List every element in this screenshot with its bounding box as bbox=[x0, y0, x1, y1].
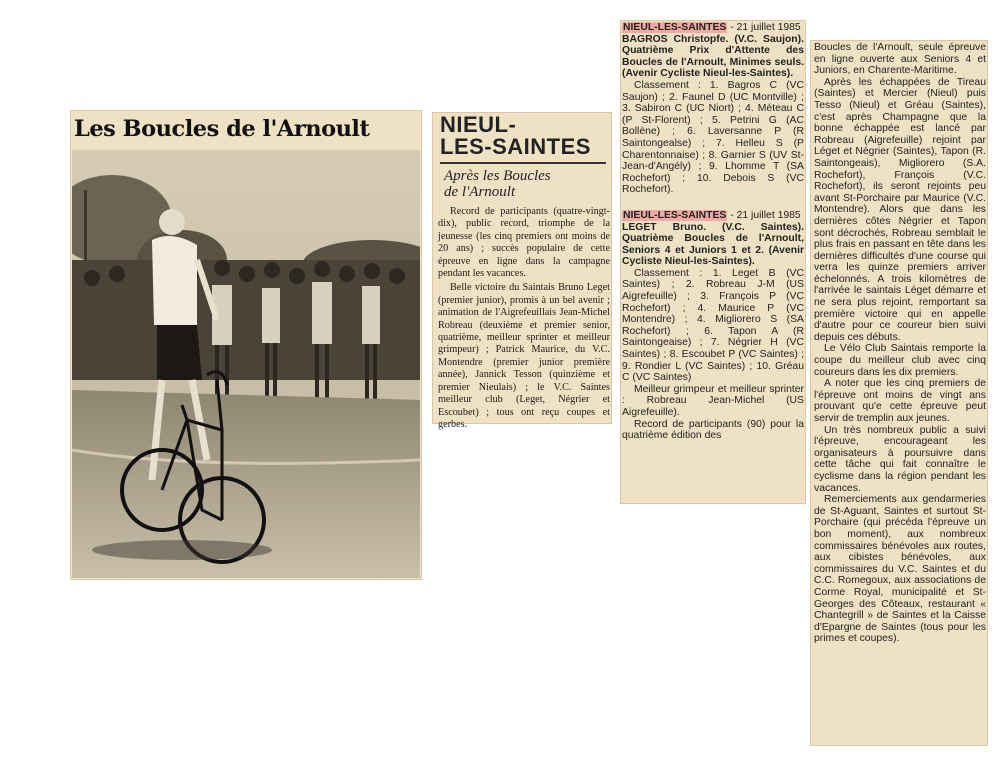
results-dateline-1 bbox=[622, 22, 804, 34]
results-dateline-2 bbox=[622, 210, 804, 222]
dateline-date: - 21 juillet 1985 bbox=[727, 22, 801, 33]
report-column bbox=[814, 42, 986, 645]
report-paragraph: Boucles de l'Arnoult, seule épreuve en ligne ouverte aux Seniors 4 et Juniors, en Charente-Maritime. bbox=[814, 42, 986, 77]
results-headline-2: LEGET Bruno. (V.C. Saintes). Quatrième Boucles de l'Arnoult, Seniors 4 et Juniors 1 et 2. (Avenir Cycliste Nieul-les-Saintes). bbox=[622, 221, 804, 268]
article-subhead bbox=[444, 168, 604, 200]
photo-clipping bbox=[70, 110, 422, 580]
dateline-date: - 21 juillet 1985 bbox=[727, 209, 801, 221]
results-sprinter: Meilleur grimpeur et meilleur sprinter : Robreau Jean-Michel (US Aigrefeuille). bbox=[622, 383, 804, 418]
results-column bbox=[622, 22, 804, 442]
results-ranking-1: Classement : 1. Bagros C (VC Saujon) ; 2. Faunel D (UC Montville) ; 3. Sabiron C (UC Niort) ; 4. Méteau C (P St-Florent) ; 5. Petrini G (AC Bollène) ; 6. Laversanne P (R Saintongealse) ; 7. Helleu S (P Charentonnaise) ; 8. Garnier S (UV St-Jean-d'Angély) ; 9. Lhomme T (SA Rochefort) ; 10. Debois S (VC Rochefort). bbox=[622, 79, 804, 196]
masthead-line1: NIEUL- bbox=[440, 112, 517, 137]
results-headline-1: BAGROS Christopfe. (V.C. Saujon). Quatrième Prix d'Attente des Boucles de l'Arnoult, Minimes seuls. (Avenir Cycliste Nieul-les-Saintes). bbox=[622, 33, 804, 80]
masthead-line2: LES-SAINTES bbox=[440, 134, 591, 159]
subhead-line1: Après les Boucles bbox=[444, 168, 551, 184]
article-masthead bbox=[440, 114, 606, 164]
town-highlight: NIEUL-LES-SAINTES bbox=[623, 209, 727, 221]
article-paragraph: Belle victoire du Saintais Bruno Leget (premier junior), promis à un bel avenir ; animation de l'Aigrefeuillais Jean-Michel Robreau (deuxième et premier senior, quatrième, meilleur sprinter et meilleur grimpeur) ; Patrick Maurice, du V.C. Montendre (premier junior première année), Jannick Tesson (quinzième et premier Nieulais) ; le V.C. Saintes meilleur club (Leget, Négrier et Escoubet) ; tous ont reçu coupes et gerbes. bbox=[438, 282, 610, 430]
report-paragraph: Remerciements aux gendarmeries de St-Aguant, Saintes et surtout St-Porchaire (qui précéda l'épreuve un bon moment), aux nombreux commissaires bénévoles aux routes, aux cibistes bénévoles, aux commissaires du V.C. Saintes et du C.C. Romegoux, aux associations de Corme Royal, municipalité et St-Georges des Côteaux, restaurant « Chantegrill » de Saintes et la Caisse d'Epargne de Saintes (tous pour les primes et coupes). bbox=[814, 494, 986, 645]
report-paragraph: Après les échappées de Tireau (Saintes) et Mercier (Nieul) puis Tesso (Nieul) et Gréau (Saintes), c'est après Champagne que la bonne échappée est lancé par Robreau (Aigrefeuille) rejoint par Léget et Négrier (Saintes), Tapon (R. Saintongeais), Migliorero (S.A. Rochefort), François (V.C. Rochefort), ils seront rejoints peu avant St-Porchaire par Maurice (V.C. Montendre). Alors que dans les dernières côtes Négrier et Tapon sont décrochés, Robreau semblait le plus frais en passant en tête dans les dernières difficultés d'une course qui verra les quinze premiers arriver échelonnés. A trois kilomètres de l'arrivée le saintais Léget démarre et ne sera plus rejoint, remportant sa première victoire qui en appelle d'autre pour ce coureur bien suivi depuis ces débuts. bbox=[814, 76, 986, 343]
report-clipping bbox=[810, 40, 988, 746]
town-highlight: NIEUL-LES-SAINTES bbox=[623, 22, 727, 33]
report-paragraph: Le Vélo Club Saintais remporte la coupe du meilleur club avec cinq coureurs dans les dix premiers. bbox=[814, 343, 986, 378]
report-paragraph: Un très nombreux public a suivi l'épreuve, encourageant les organisateurs à poursuivre dans cette tâche qui fait connaître le cyclisme dans la région pendant les vacances. bbox=[814, 424, 986, 494]
article-paragraph: Record de participants (quatre-vingt-dix), public record, triomphe de la jeunesse (les cinq premiers ont moins de 20 ans) ; succès populaire de cette épreuve en ligne dans la campagne pendant les vacances. bbox=[438, 206, 610, 280]
article-body bbox=[438, 206, 610, 433]
subhead-line2: de l'Arnoult bbox=[444, 184, 516, 200]
results-ranking-2: Classement : 1. Leget B (VC Saintes) ; 2. Robreau J-M (US Aigrefeuille) ; 3. François P (VC Rochefort) ; 4. Maurice P (VC Montendre) ; 4. Migliorero S (SA Rochefort) ; 6. Tapon A (R Saintongeaise) ; 7. Négrier H (VC Saintes) ; 8. Escoubet P (VC Saintes) ; 9. Rondier L (VC Saintes) ; 10. Gréau C (VC Saintes) bbox=[622, 267, 804, 384]
article-clipping bbox=[432, 112, 612, 430]
results-record: Record de participants (90) pour la quatrième édition des bbox=[622, 418, 804, 442]
photo-headline: Les Boucles de l'Arnoult bbox=[74, 116, 370, 142]
cyclist-photo bbox=[72, 150, 420, 578]
report-paragraph: A noter que les cinq premiers de l'épreuve ont moins de vingt ans prouvant qu'e cette épreuve peut servir de tremplin aux jeunes. bbox=[814, 378, 986, 424]
results-clipping bbox=[620, 20, 806, 504]
